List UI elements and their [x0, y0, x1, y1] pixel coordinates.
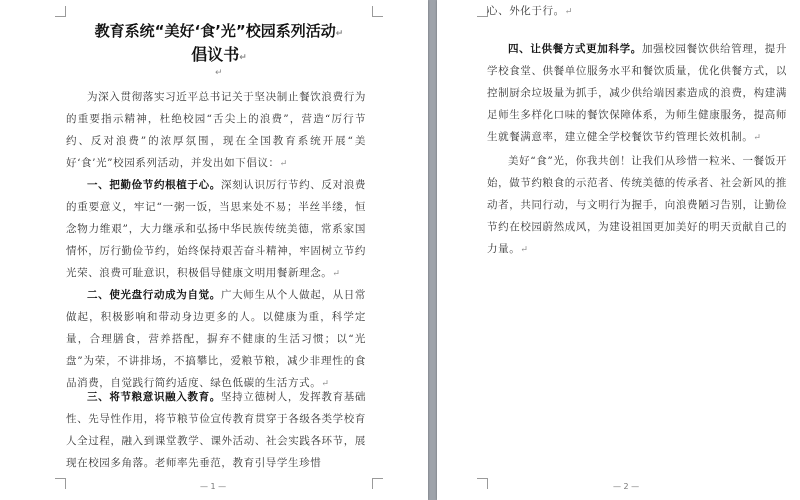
section-4-paragraph: 四、让供餐方式更加科学。加强校园餐饮供给管理，提升学校食堂、供餐单位服务水平和餐饮质量，优化供餐方式，以控制厨余垃圾量为抓手，减少供给端因素造成的浪费，构建满足师生多样化口味的餐饮保障体系，为师生健康服务，提高师生就餐满意率，建立健全学校餐饮节约管理长效机制。↵: [487, 43, 787, 143]
corner-mark: [372, 478, 383, 489]
section-3-paragraph: 三、将节粮意识融入教育。坚持立德树人，发挥教育基础性、先导性作用，将节粮节俭宣传教育贯穿于各级各类学校育人全过程，融入到课堂教学、课外活动、社会实践各环节，展现在校园多角落。老师率先垂范，教育引导学生珍惜: [66, 391, 366, 469]
corner-mark: [55, 6, 66, 17]
page-number: — 1 —: [200, 482, 227, 491]
corner-mark: [55, 478, 66, 489]
corner-mark: [477, 478, 488, 489]
closing-paragraph: 美好“食”光，你我共创！让我们从珍惜一粒米、一餐饭开始，做节约粮食的示范者、传统美德的传承者、社会新风的推动者，共同行动，与文明行为握手，向浪费陋习告别，让勤俭节约在校园蔚然成风，为建设祖国更加美好的明天贡献自己的力量。↵: [487, 155, 787, 255]
continued-text: 心、外化于行。↵: [487, 5, 573, 17]
section-1-paragraph: 一、把勤俭节约根植于心。深刻认识厉行节约、反对浪费的重要意义，牢记“一粥一饭，当思来处不易；半丝半缕，恒念物力维艰”，大力继承和弘扬中华民族传统美德，常系家国情怀，厉行勤俭节约，始终保持艰苦奋斗精神，牢固树立节约光荣、浪费可耻意识，积极倡导健康文明用餐新理念。↵: [66, 179, 366, 279]
document-page-2[interactable]: [437, 0, 800, 500]
section-3-heading: 三、将节粮意识融入教育。: [87, 391, 221, 403]
intro-paragraph: 为深入贯彻落实习近平总书记关于坚决制止餐饮浪费行为的重要指示精神，杜绝校园“舌尖上的浪费”，营造“厉行节约、反对浪费”的浓厚氛围，现在全国教育系统开展“美好‘食’光”校园系列活动，并发出如下倡议：↵: [66, 91, 366, 169]
paragraph-mark: ↵: [215, 68, 223, 78]
section-4-heading: 四、让供餐方式更加科学。: [508, 43, 642, 55]
section-2-paragraph: 二、使光盘行动成为自觉。广大师生从个人做起，从日常做起，积极影响和带动身边更多的人。以健康为重，科学定量，合理膳食，营养搭配，摒弃不健康的生活习惯；以“光盘”为荣，不讲排场，不搞攀比，爱粮节粮，减少非理性的食品消费，自觉践行简约适度、绿色低碳的生活方式。↵: [66, 289, 366, 389]
page-number: — 2 —: [613, 482, 640, 491]
document-subtitle: 倡议书↵: [191, 45, 247, 64]
section-2-heading: 二、使光盘行动成为自觉。: [87, 289, 221, 301]
section-1-heading: 一、把勤俭节约根植于心。: [87, 179, 221, 191]
document-title: 教育系统“美好‘食’光”校园系列活动↵: [94, 22, 344, 40]
corner-mark: [372, 6, 383, 17]
